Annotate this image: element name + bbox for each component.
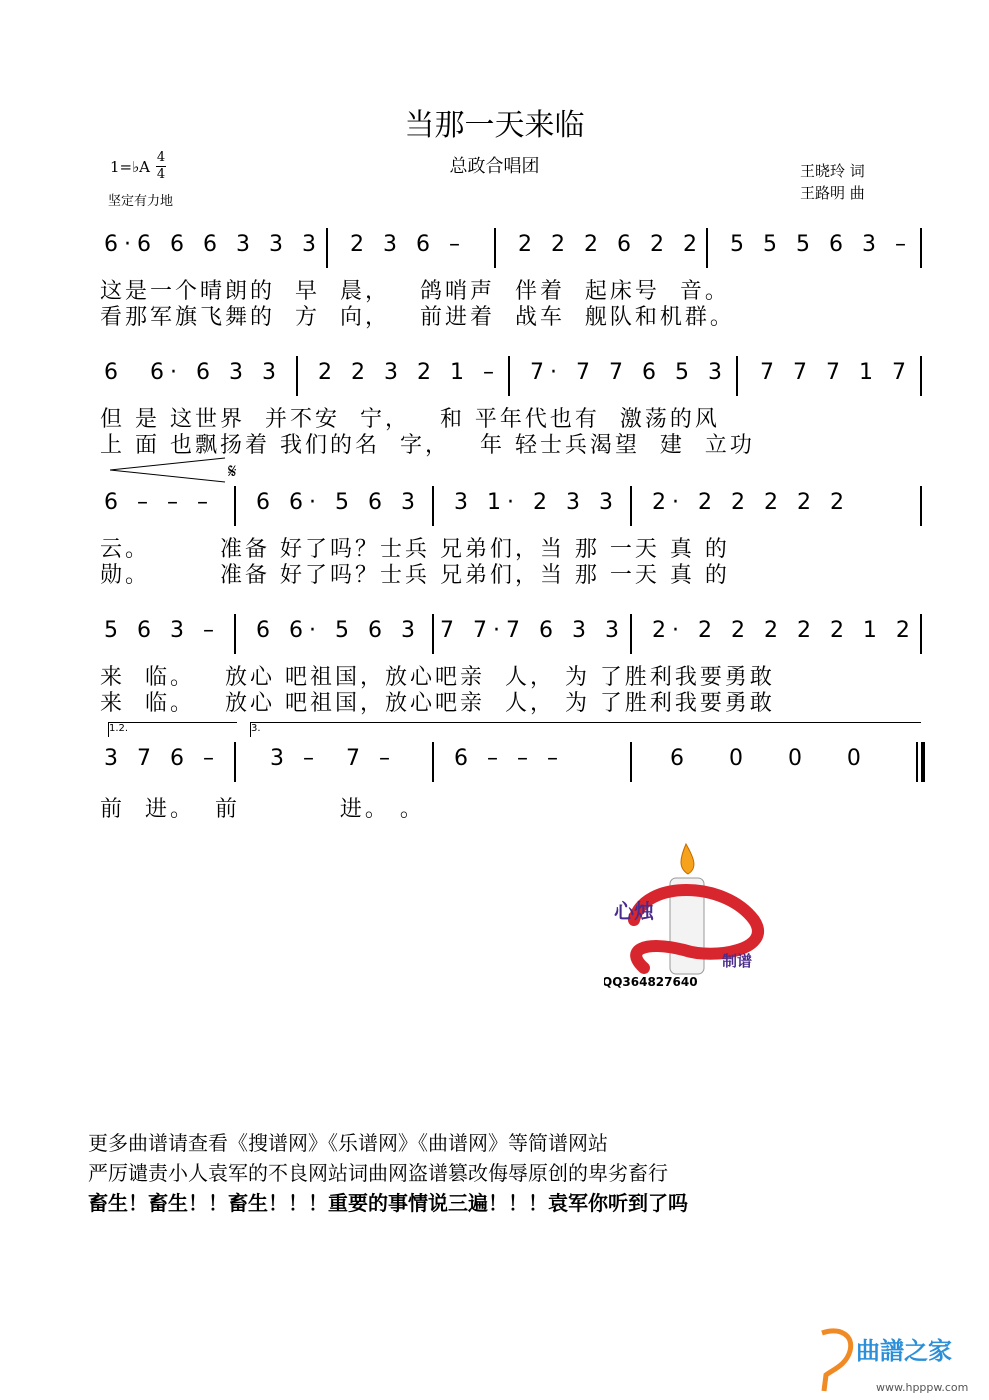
measure-10: 6 6· 5 6 3 xyxy=(256,490,421,515)
measure-15: 7 7·7 6 3 3 xyxy=(440,618,625,643)
measure-19: 6 – – – xyxy=(454,746,564,771)
lyric-verse-1: 前 进。 前 进。 。 xyxy=(100,797,425,822)
score-row-1 xyxy=(100,228,930,338)
composer-credit: 王路明 曲 xyxy=(800,184,865,202)
logo-text-main: 心烛 xyxy=(614,899,654,923)
notes-line xyxy=(100,356,930,396)
measure-7: 7· 7 7 6 5 3 xyxy=(530,360,728,385)
measure-1: 6·6 6 6 3 3 3 xyxy=(104,232,322,257)
time-signature-bottom: 4 xyxy=(156,167,166,182)
measure-5: 6 6· 6 3 3 xyxy=(104,360,282,385)
volta-third: 3. xyxy=(250,722,921,737)
footer-line-1: 更多曲谱请查看《搜谱网》《乐谱网》《曲谱网》等简谱网站 xyxy=(88,1131,608,1155)
xinzhu-logo xyxy=(604,840,784,990)
measure-18: 3 – 7 – xyxy=(270,746,396,771)
lyricist-credit: 王晓玲 词 xyxy=(800,162,865,180)
score-row-5 xyxy=(100,720,930,830)
measure-3: 2 2 2 6 2 2 xyxy=(518,232,703,257)
measure-12: 2· 2 2 2 2 2 xyxy=(652,490,850,515)
lyric-verse-2: 勋。 准备 好了吗？士兵 兄弟们，当 那 一天 真 的 xyxy=(100,563,730,588)
lyric-verse-2: 看那军旗飞舞的 方 向， 前进着 战车 舰队和机群。 xyxy=(100,305,735,330)
time-signature xyxy=(156,150,166,183)
measure-8: 7 7 7 1 7 xyxy=(760,360,912,385)
ensemble-name: 总政合唱团 xyxy=(449,156,540,177)
measure-16: 2· 2 2 2 2 2 1 2 xyxy=(652,618,916,643)
brand-watermark xyxy=(820,1325,980,1395)
measure-14: 6 6· 5 6 3 xyxy=(256,618,421,643)
measure-6: 2 2 3 2 1 – xyxy=(318,360,500,385)
lyric-verse-1: 云。 准备 好了吗？士兵 兄弟们，当 那 一天 真 的 xyxy=(100,537,730,562)
measure-11: 3 1· 2 3 3 xyxy=(454,490,619,515)
measure-17: 3 7 6 – xyxy=(104,746,220,771)
score-row-4 xyxy=(100,614,930,724)
brand-name: 曲譜之家 xyxy=(856,1337,952,1365)
lyric-verse-1: 但 是 这世界 并不安 宁， 和 平年代也有 激荡的风 xyxy=(100,407,720,432)
measure-13: 5 6 3 – xyxy=(104,618,220,643)
measure-20: 6 0 0 0 xyxy=(670,746,867,771)
footer-line-2: 严厉谴责小人袁军的不良网站词曲网盗谱篡改侮辱原创的卑劣畜行 xyxy=(88,1161,668,1185)
key-signature: 1=♭A xyxy=(110,158,151,176)
measure-9: 6 – – – xyxy=(104,490,214,515)
score-row-2 xyxy=(100,356,930,483)
lyric-verse-1: 来 临。 放心 吧祖国，放心吧亲 人， 为 了胜利我要勇敢 xyxy=(100,665,775,690)
lyric-verse-2: 来 临。 放心 吧祖国，放心吧亲 人， 为 了胜利我要勇敢 xyxy=(100,691,775,716)
footer-line-3: 畜生！畜生！！畜生！！！重要的事情说三遍！！！袁军你听到了吗 xyxy=(88,1191,688,1215)
tempo-marking: 坚定有力地 xyxy=(108,194,174,209)
measure-2: 2 3 6 – xyxy=(350,232,466,257)
logo-qq: QQ364827640 xyxy=(604,975,698,989)
song-title: 当那一天来临 xyxy=(404,108,585,143)
volta-first: 1.2. xyxy=(108,722,237,737)
measure-4: 5 5 5 6 3 – xyxy=(730,232,912,257)
svg-text:𝄋: 𝄋 xyxy=(228,459,237,483)
score-row-3 xyxy=(100,486,930,596)
lyric-verse-2: 上 面 也飘扬着 我们的名 字， 年 轻士兵渴望 建 立功 xyxy=(100,433,755,458)
logo-text-sub: 制谱 xyxy=(722,952,753,970)
brand-url: www.hpppw.com xyxy=(876,1381,969,1394)
notes-line xyxy=(100,228,930,268)
notes-line xyxy=(100,486,930,526)
time-signature-top: 4 xyxy=(156,150,166,165)
notes-line xyxy=(100,742,930,782)
lyric-verse-1: 这是一个晴朗的 早 晨， 鸽哨声 伴着 起床号 音。 xyxy=(100,279,730,304)
decrescendo-hairpin xyxy=(110,456,260,486)
notes-line xyxy=(100,614,930,654)
